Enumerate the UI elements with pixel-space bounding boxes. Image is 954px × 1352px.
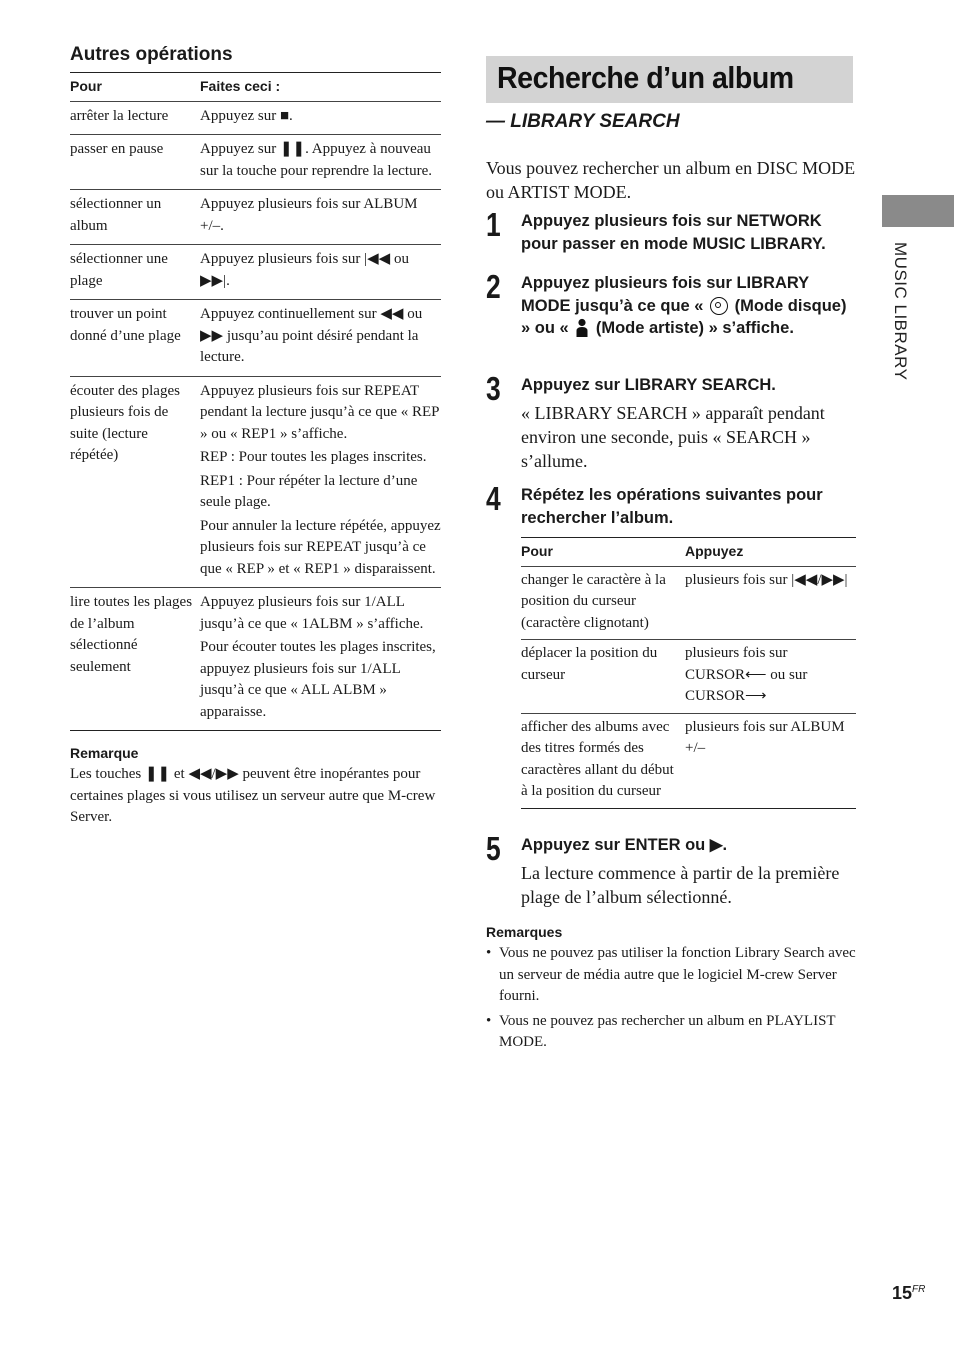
step-number: 1 <box>486 206 501 243</box>
remarks-heading: Remarques <box>486 924 563 940</box>
table-row <box>521 566 856 640</box>
row-instruction: Pour écouter toutes les plages inscrites, appuyez plusieurs fois sur 1/ALL jusqu’à ce que « ALL ALBM » apparaisse. <box>200 639 436 720</box>
step-2 <box>486 268 858 340</box>
step-heading: Appuyez sur ENTER ou ▶. <box>521 836 728 854</box>
side-section-label: MUSIC LIBRARY <box>891 242 910 381</box>
row-instruction: plusieurs fois sur CURSOR⟵ ou sur CURSOR⟶ <box>685 640 856 714</box>
row-instruction: REP : Pour toutes les plages inscrites. <box>200 449 427 465</box>
left-column <box>70 44 441 829</box>
row-instruction: REP1 : Pour répéter la lecture d’une seule plage. <box>200 472 418 510</box>
remarks-list <box>486 943 856 1054</box>
step-heading <box>521 272 858 340</box>
page-title: Recherche d’un album <box>497 60 794 95</box>
section-heading: Autres opérations <box>70 44 233 65</box>
page-subtitle: — LIBRARY SEARCH <box>486 111 680 132</box>
step-number: 4 <box>486 480 501 517</box>
row-label: arrêter la lecture <box>70 101 200 135</box>
row-label: déplacer la position du curseur <box>521 640 685 714</box>
step-4 <box>486 480 858 529</box>
col-header-pour: Pour <box>521 538 685 567</box>
row-label: sélectionner un album <box>70 190 200 245</box>
step-heading: Appuyez sur LIBRARY SEARCH. <box>521 376 776 394</box>
row-label: afficher des albums avec des titres formés des caractères allant du début à la position du curseur <box>521 713 685 808</box>
row-instruction: Appuyez sur ❚❚. Appuyez à nouveau sur la touche pour reprendre la lecture. <box>200 141 432 179</box>
title-bar <box>486 56 853 103</box>
page-number-value: 15 <box>892 1283 913 1303</box>
row-instruction: Appuyez plusieurs fois sur 1/ALL jusqu’à ce que « 1ALBM » s’affiche. <box>200 594 424 632</box>
col-header-faites: Faites ceci : <box>200 73 441 102</box>
step-body: « LIBRARY SEARCH » apparaît pendant environ une seconde, puis « SEARCH » s’allume. <box>521 402 825 471</box>
table-row <box>521 640 856 714</box>
row-instruction: plusieurs fois sur ALBUM +/– <box>685 713 856 808</box>
row-label: changer le caractère à la position du curseur (caractère clignotant) <box>521 566 685 640</box>
row-instruction: Appuyez plusieurs fois sur REPEAT pendant la lecture jusqu’à ce que « REP » ou « REP1 » s’affiche. <box>200 382 439 442</box>
page-number <box>892 1283 925 1304</box>
side-tab-marker <box>882 195 954 227</box>
search-table <box>521 537 856 809</box>
row-label: trouver un point donné d’une plage <box>70 300 200 377</box>
step-heading: Répétez les opérations suivantes pour rechercher l’album. <box>521 486 823 527</box>
table-row <box>521 713 856 808</box>
row-instruction: Appuyez sur ■. <box>200 107 293 124</box>
step-number: 5 <box>486 830 501 867</box>
intro-text: Vous pouvez rechercher un album en DISC MODE ou ARTIST MODE. <box>486 158 856 202</box>
row-label: passer en pause <box>70 135 200 190</box>
step-number: 3 <box>486 370 501 407</box>
step-1 <box>486 206 858 255</box>
row-instruction: Appuyez plusieurs fois sur |◀◀ ou ▶▶|. <box>200 251 409 289</box>
row-instruction: Appuyez continuellement sur ◀◀ ou ▶▶ jusqu’au point désiré pendant la lecture. <box>200 306 423 365</box>
col-header-appuyez: Appuyez <box>685 538 856 567</box>
row-label: écouter des plages plusieurs fois de suite (lecture répétée) <box>70 376 200 588</box>
note-text: Les touches ❚❚ et ◀◀/▶▶ peuvent être inopérantes pour certaines plages si vous utilisez un serveur autre que M-crew Server. <box>70 766 436 825</box>
row-label: sélectionner une plage <box>70 245 200 300</box>
disc-mode-icon <box>710 297 728 315</box>
operations-table <box>70 72 441 731</box>
step-5 <box>486 830 858 909</box>
table-row <box>70 135 441 190</box>
step-heading-part: (Mode disque) » ou « <box>521 296 847 337</box>
table-row <box>70 245 441 300</box>
step-number: 2 <box>486 268 501 305</box>
step-heading-part: (Mode artiste) » s’affiche. <box>591 319 794 337</box>
row-label: lire toutes les plages de l’album sélectionné seulement <box>70 588 200 731</box>
row-instruction: Appuyez plusieurs fois sur ALBUM +/–. <box>200 196 418 234</box>
table-row <box>70 588 441 731</box>
step-3 <box>486 370 858 473</box>
row-instruction: plusieurs fois sur |◀◀/▶▶| <box>685 566 856 640</box>
list-item: • Vous ne pouvez pas utiliser la fonction Library Search avec un serveur de média autre que le logiciel M-crew Server fourni. <box>486 943 856 1008</box>
table-row <box>70 190 441 245</box>
table-row <box>70 376 441 588</box>
remarks-section <box>486 924 856 1057</box>
step-heading: Appuyez plusieurs fois sur NETWORK pour passer en mode MUSIC LIBRARY. <box>521 212 826 253</box>
row-instruction: Pour annuler la lecture répétée, appuyez plusieurs fois sur REPEAT jusqu’à ce que « REP » et « REP1 » disparaissent. <box>200 517 441 577</box>
step-heading-part: Appuyez plusieurs fois sur LIBRARY MODE jusqu’à ce que « <box>521 274 809 315</box>
list-item: • Vous ne pouvez pas rechercher un album en PLAYLIST MODE. <box>486 1011 856 1054</box>
artist-mode-icon <box>575 318 589 337</box>
step-body: La lecture commence à partir de la première plage de l’album sélectionné. <box>521 862 840 907</box>
col-header-pour: Pour <box>70 73 200 102</box>
table-row <box>70 101 441 135</box>
page-language-suffix: FR <box>912 1284 926 1295</box>
table-row <box>70 300 441 377</box>
note-heading: Remarque <box>70 745 139 761</box>
